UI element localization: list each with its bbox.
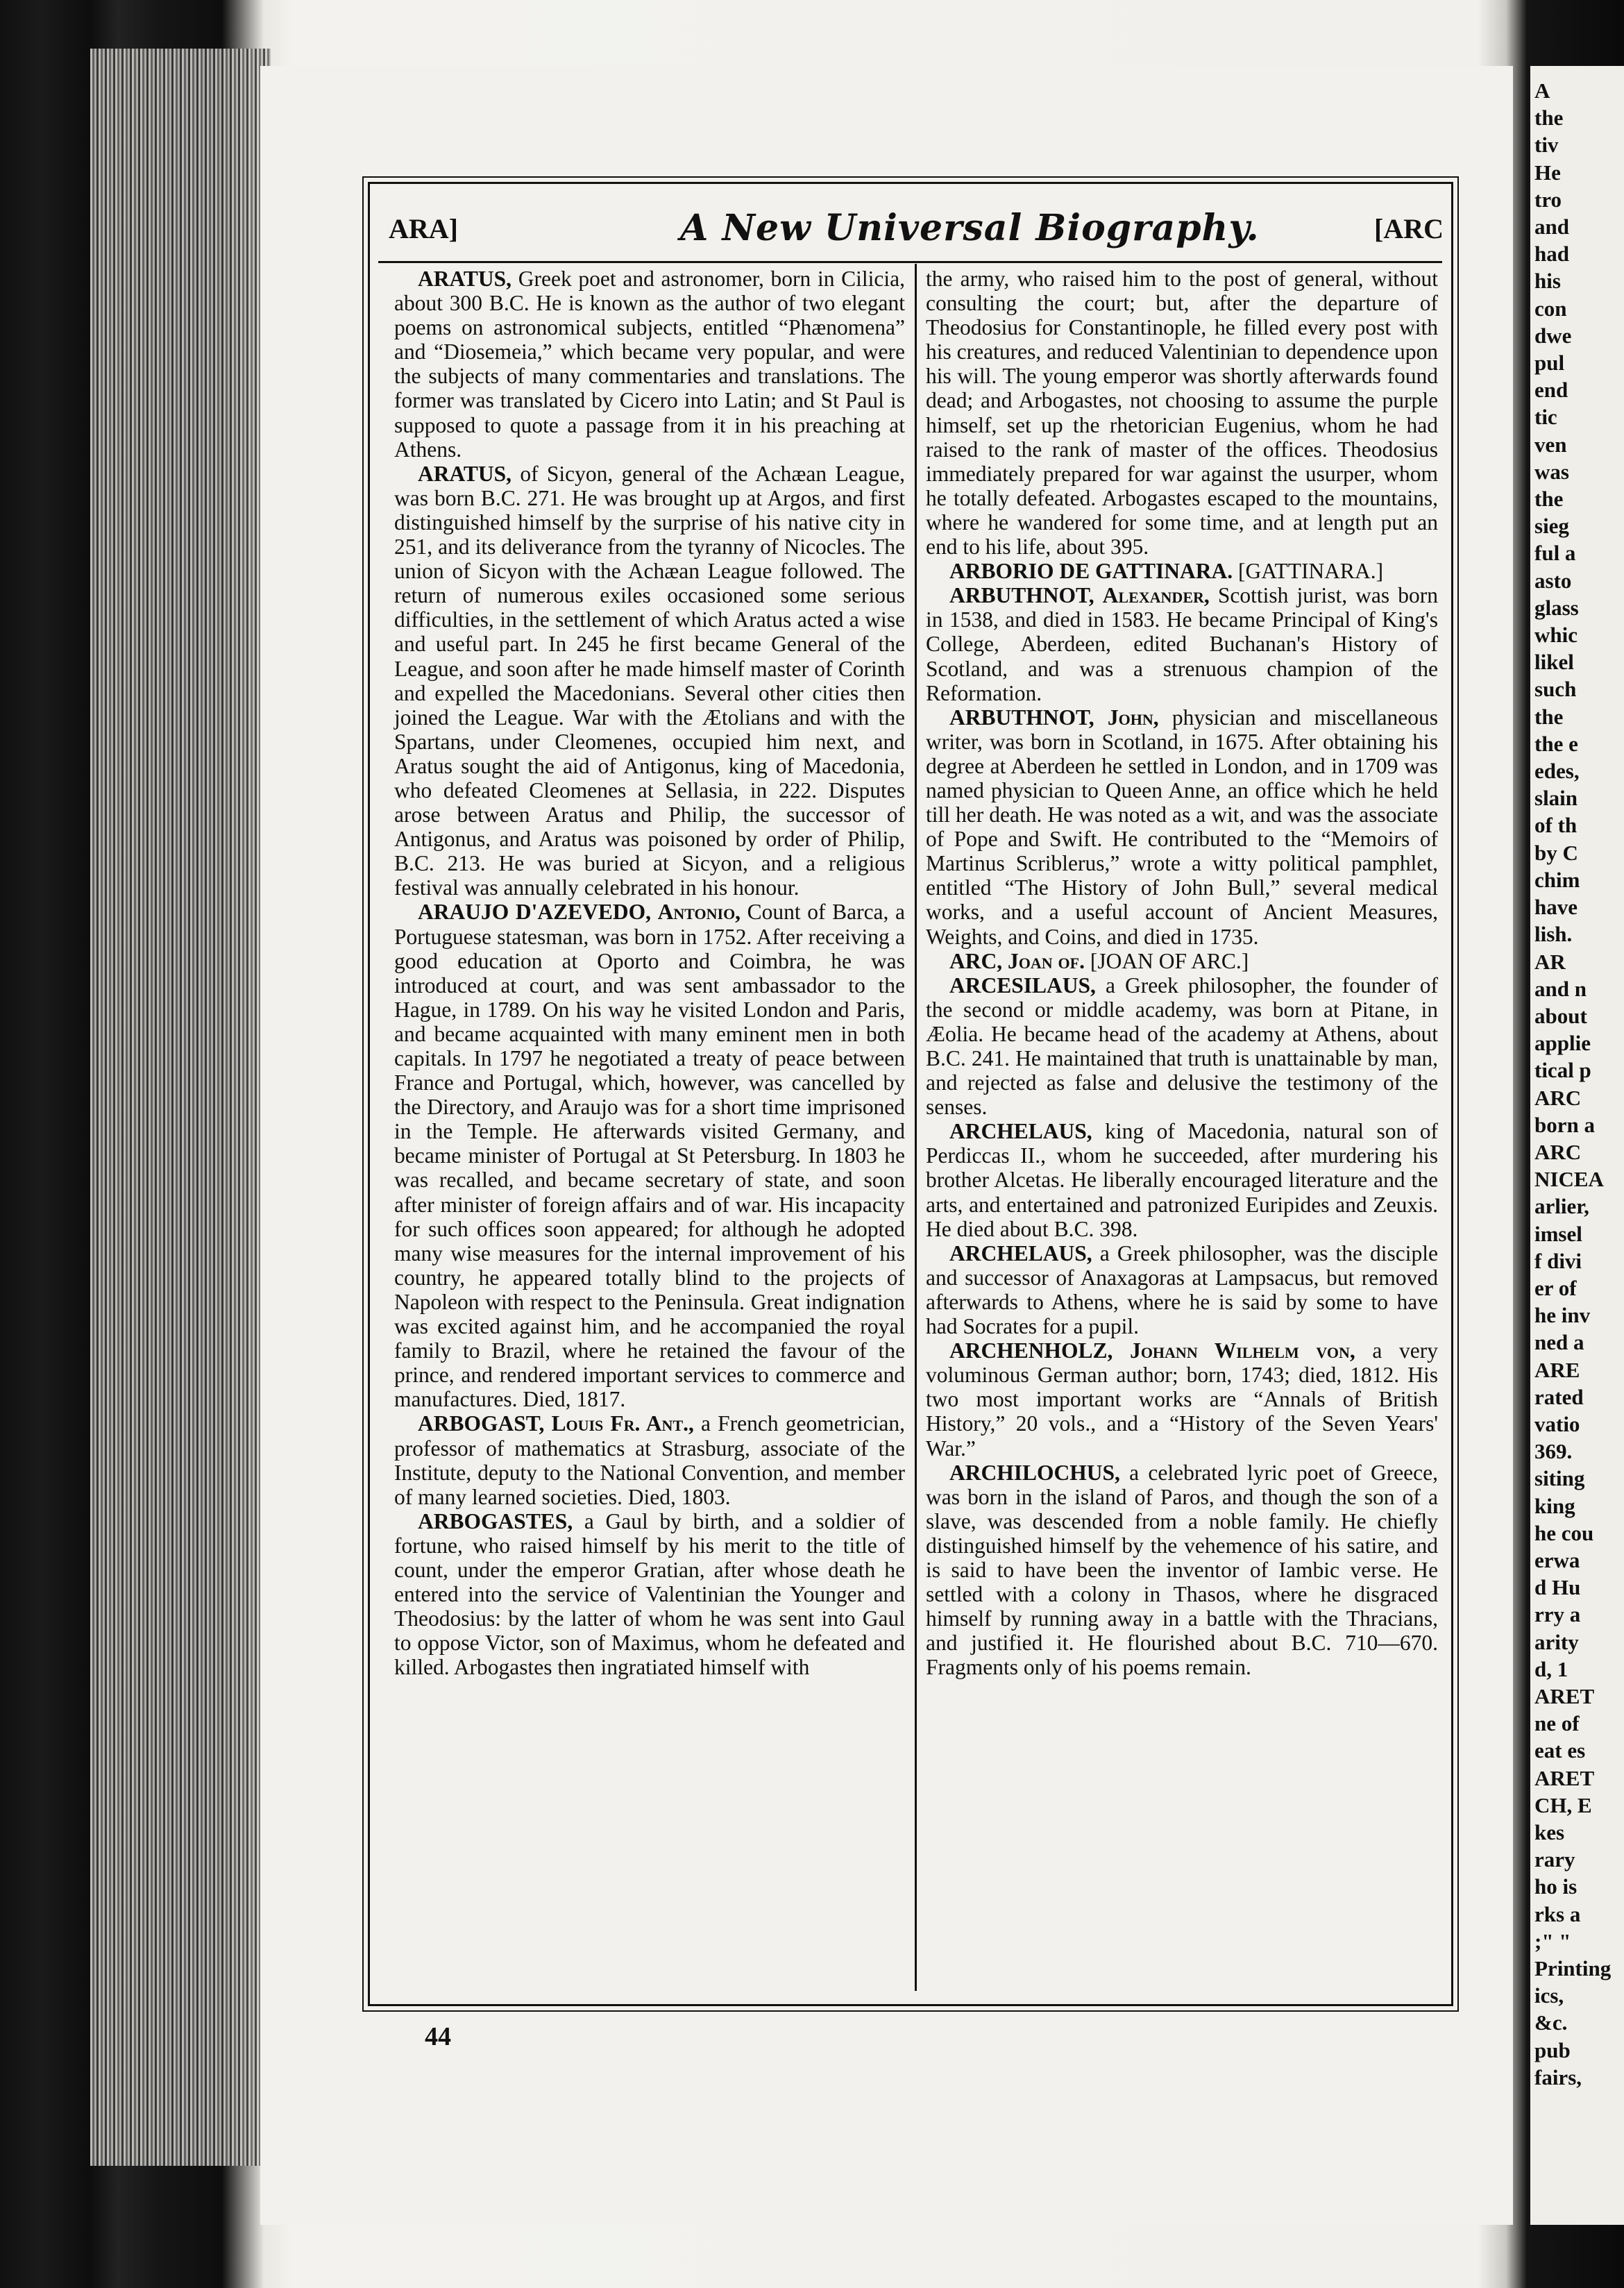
entry-forename: Joan of. (1008, 948, 1085, 973)
entry-text: a very voluminous German author; born, 1743; died, 1812. His two most important works are “Annals of British History,” 20 vols., and a “History of the Seven Years' War.” (926, 1338, 1438, 1461)
column-divider (915, 264, 917, 1991)
header-rule (378, 261, 1442, 263)
entry-headword: ARBOGAST, (418, 1411, 545, 1436)
entry-text: Scottish jurist, was born in 1538, and died in 1583. He became Principal of King's College, Aberdeen, edited Buchanan's History of Scotland, and was a strenuous champion of the Reformation. (926, 583, 1439, 705)
biography-entry (926, 559, 1438, 583)
entry-text: a celebrated lyric poet of Greece, was born in the island of Paros, and though the son of a slave, was descended from a noble family. He chiefly distinguished himself by the vehemence of his satire, and is said to have been the inventor of Iambic verse. He settled with a colony in Thasos, where he disgraced himself by running away in a battle with the Thracians, and justified it. He flourished about B.C. 710—670. Fragments only of his poems remain. (926, 1460, 1438, 1680)
entry-headword: ARAUJO D'AZEVEDO, (418, 900, 651, 925)
entry-forename: Antonio, (657, 900, 741, 925)
entry-headword: ARCHILOCHUS, (949, 1460, 1120, 1485)
biography-entry (926, 1461, 1438, 1680)
entry-text: king of Macedonia, natural son of Perdiccas II., whom he succeeded, after murdering his brother Alcetas. He liberally encouraged literature and the arts, and entertained and patronized Euripides and Zeuxis. He died about B.C. 398. (926, 1119, 1438, 1241)
biography-entry (926, 973, 1438, 1120)
header-right-catchword: [ARC (1374, 213, 1444, 244)
header-title: A New Universal Biography. (680, 207, 1260, 249)
entry-headword: ARBUTHNOT, (949, 583, 1094, 608)
entry-forename: Louis Fr. Ant., (551, 1411, 694, 1436)
entry-headword: ARCESILAUS, (949, 973, 1096, 998)
biography-entry (926, 1338, 1438, 1460)
entry-text: a Greek philosopher, was the disciple and successor of Anaxagoras at Lampsacus, but removed afterwards to Athens, where he is said by some to have had Socrates for a pupil. (926, 1240, 1439, 1339)
facing-page-fragment (1530, 66, 1624, 2225)
biography-entry (926, 1119, 1438, 1240)
biography-entry (394, 900, 905, 1411)
entry-text: a Greek philosopher, the founder of the second or middle academy, was born at Pitane, in Æolia. He became head of the academy at Athens, about B.C. 241. He maintained that truth is unattainable by man, and rejected as false and delusive the testimony of the senses. (926, 973, 1438, 1120)
book-page-edges (90, 49, 271, 2166)
entry-text: a French geometrician, professor of mathematics at Strasburg, associate of the Institute, deputy to the National Convention, and member of many learned societies. Died, 1803. (394, 1411, 906, 1509)
biography-entry (394, 1411, 905, 1508)
entry-headword: ARBORIO DE GATTINARA. (949, 559, 1233, 584)
entry-text: [JOAN OF ARC.] (1090, 948, 1249, 973)
entry-headword: ARBOGASTES, (418, 1508, 573, 1533)
entry-headword: ARBUTHNOT, (949, 705, 1094, 730)
entry-headword: ARC, (949, 948, 1003, 973)
entry-forename: John, (1107, 705, 1159, 730)
facing-page-text: A the tiv He tro and had his con dwe pul end tic ven was the sieg ful a asto glass whic likel such the the e edes, slain of th by C chim have lish. AR and n about applie tical p ARC born a ARC NICEA arlier, imsel f divi er of he inv ned a ARE rated vatio 369. siting king he cou erwa d Hu rry a arity d, 1 ARET ne of eat es ARET CH, E kes rary ho is rks a ;" " Printing ics, &c. pub fairs, (1534, 78, 1612, 2089)
biography-entry (926, 1241, 1438, 1338)
biography-entry (394, 462, 905, 900)
entry-headword: ARCHELAUS, (949, 1240, 1092, 1265)
biography-entry (926, 705, 1438, 949)
header-left-catchword: ARA] (389, 213, 458, 244)
biography-entry (926, 949, 1438, 973)
entry-text: the army, who raised him to the post of general, without consulting the court; but, after the departure of Theodosius for Constantinople, he filled every post with his creatures, and reduced Valentinian to dependence upon his will. The young emperor was shortly afterwards found dead; and Arbogastes, not choosing to assume the purple himself, set up the rhetorician Eugenius, whom he had raised to the rank of master of the offices. Theodosius immediately prepared for war against the usurper, whom he totally defeated. Arbogastes escaped to the mountains, where he wandered for some time, and at length put an end to his life, about 395. (926, 267, 1438, 560)
running-header (389, 207, 1444, 255)
entry-text: Count of Barca, a Portuguese statesman, was born in 1752. After receiving a good education at Oporto and Coimbra, he was introduced at court, and was sent ambassador to the Hague, in 1789. On his way he visited London and Paris, and became acquainted with many eminent men in both capitals. In 1797 he negotiated a treaty of peace between France and Portugal, which, however, was cancelled by the Directory, and Araujo was for a short time imprisoned in the Temple. He afterwards visited Germany, and became minister of Portugal at St Petersburg. In 1803 he was recalled, and became secretary of state, and soon after minister of foreign affairs and of war. His incapacity for such offices soon appeared; for although he adopted many wise measures for the internal improvement of his country, he appeared totally blind to the projects of Napoleon with respect to the Peninsula. Great indignation was excited against him, and he accompanied the royal family to Brazil, where he retained the favour of the prince, and rendered important services to commerce and manufactures. Died, 1817. (394, 900, 905, 1412)
left-column (394, 267, 905, 1679)
entry-text: physician and miscellaneous writer, was born in Scotland, in 1675. After obtaining his degree at Aberdeen he settled in London, and in 1709 was named physician to Queen Anne, an office which he held till her death. He was noted as a wit, and was the associate of Pope and Swift. He contributed to the “Memoirs of Martinus Scriblerus,” wrote a witty political pamphlet, entitled “The History of John Bull,” several medical works, and a useful account of Ancient Measures, Weights, and Coins, and died in 1735. (926, 705, 1439, 949)
entry-forename: Alexander, (1102, 583, 1210, 608)
page-number: 44 (425, 2022, 451, 2051)
right-column (926, 267, 1438, 1679)
entry-forename: Johann Wilhelm von, (1130, 1338, 1355, 1363)
biography-entry (926, 267, 1438, 559)
biography-entry (926, 583, 1438, 705)
entry-headword: ARCHENHOLZ, (949, 1338, 1113, 1363)
biography-entry (394, 1509, 905, 1680)
entry-headword: ARATUS, (418, 461, 512, 486)
entry-headword: ARATUS, (418, 267, 512, 291)
entry-text: [GATTINARA.] (1237, 559, 1384, 584)
entry-text: of Sicyon, general of the Achæan League, was born B.C. 271. He was brought up at Argos, and first distinguished himself by the surprise of his native city in 251, and its deliverance from the tyranny of Nicocles. The union of Sicyon with the Achæan League followed. The return of numerous exiles occasioned some serious difficulties, in the settlement of which Aratus acted a wise and useful part. In 245 he first became General of the League, and soon after he made himself master of Corinth and expelled the Macedonians. Several other cities then joined the League. War with the Ætolians and with the Spartans, under Cleomenes, occupied him next, and Aratus sought the aid of Antigonus, king of Macedonia, who defeated Cleomenes at Sellasia, in 222. Disputes arose between Aratus and Philip, the successor of Antigonus, and Aratus was poisoned by order of Philip, B.C. 213. He was buried at Sicyon, and a religious festival was annually celebrated in his honour. (394, 461, 905, 900)
entry-text: a Gaul by birth, and a soldier of fortune, who raised himself by his merit to the title of count, under the emperor Gratian, after whose death he entered into the service of Valentinian the Younger and Theodosius: by the latter of whom he was sent into Gaul to oppose Victor, son of Maximus, whom he defeated and killed. Arbogastes then ingratiated himself with (394, 1508, 906, 1680)
entry-text: Greek poet and astronomer, born in Cilicia, about 300 B.C. He is known as the author of two elegant poems on astronomical subjects, entitled “Phænomena” and “Diosemeia,” which became very popular, and were the subjects of many commentaries and translations. The former was translated by Cicero into Latin; and St Paul is supposed to quote a passage from it in his preaching at Athens. (394, 267, 906, 462)
entry-headword: ARCHELAUS, (949, 1119, 1092, 1144)
biography-entry (394, 267, 905, 462)
